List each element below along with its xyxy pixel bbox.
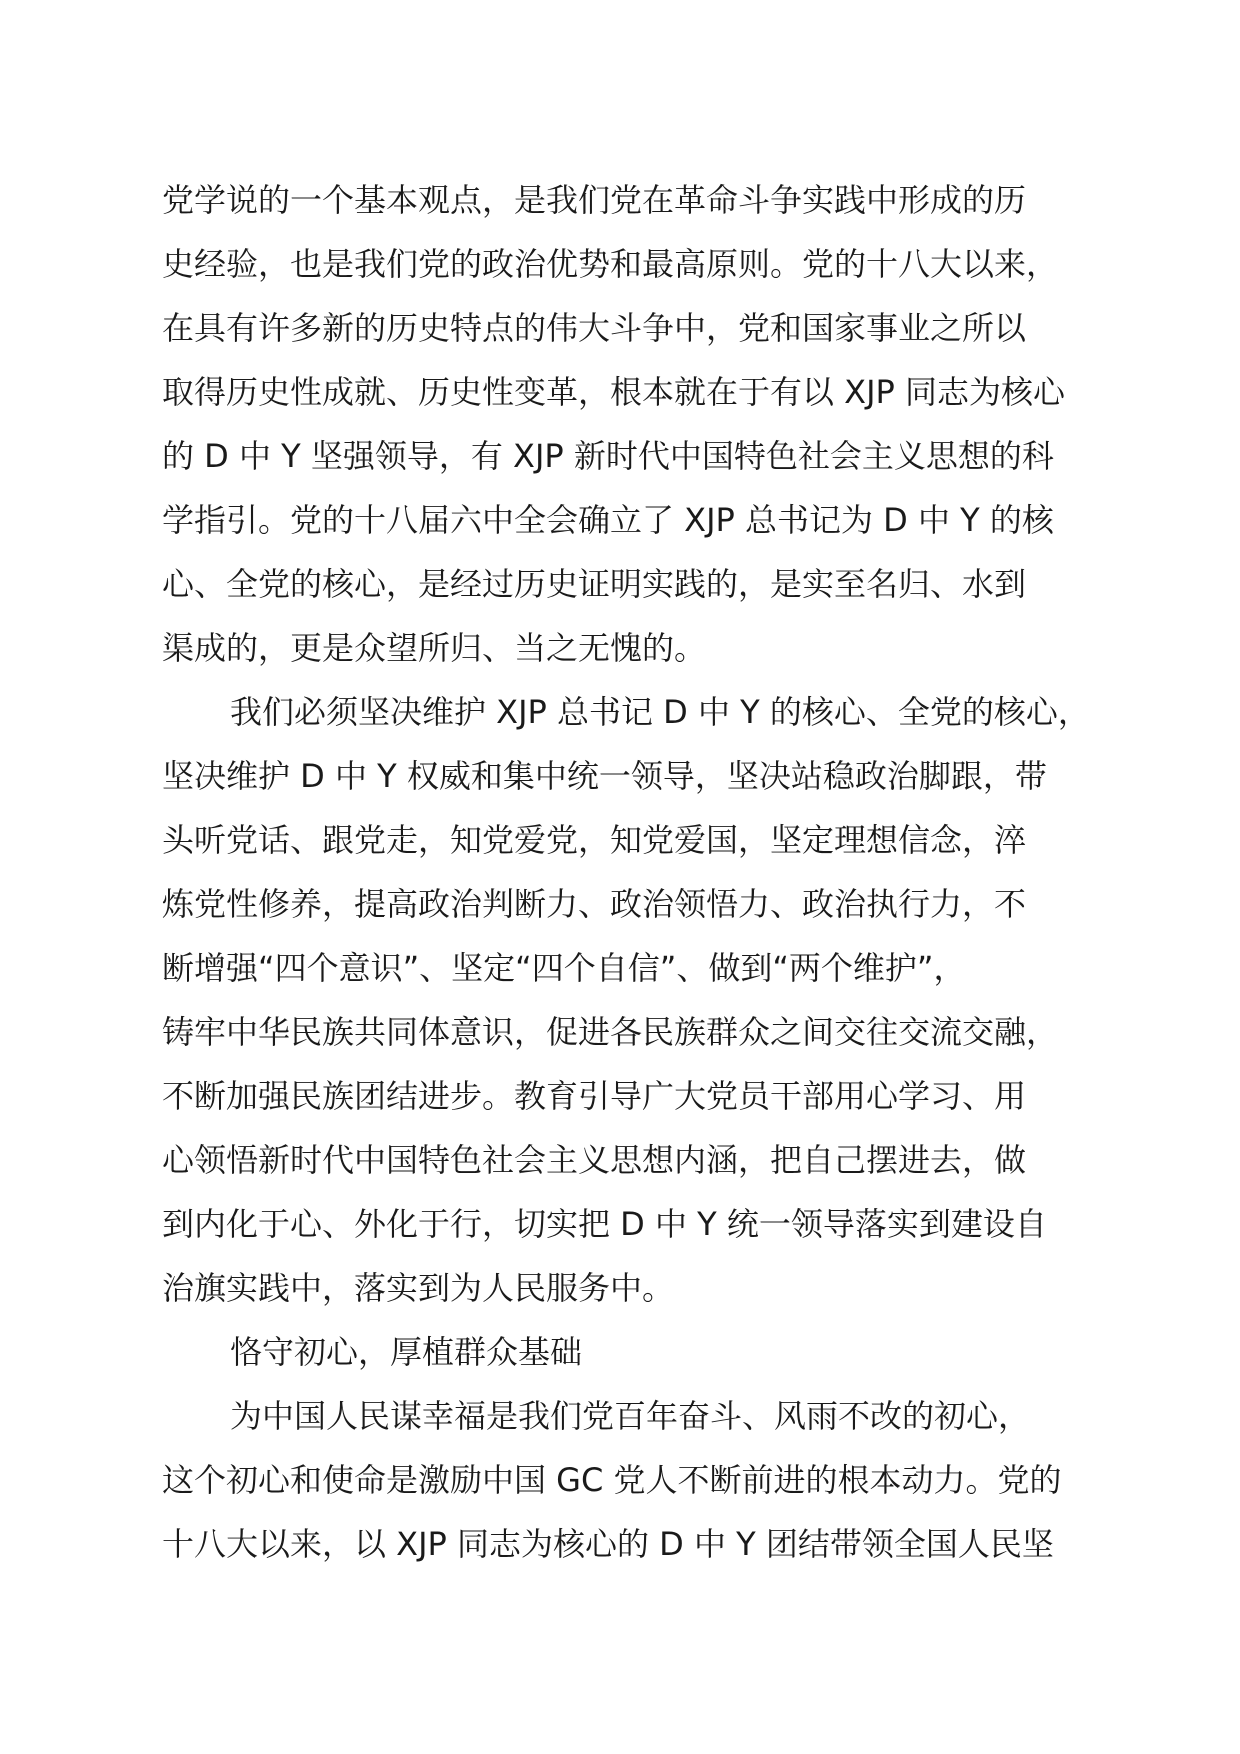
text-line: 渠成的，更是众望所归、当之无愧的。: [162, 629, 707, 667]
text-line: 到内化于心、外化于行，切实把 D 中 Y 统一领导落实到建设自: [162, 1205, 1047, 1243]
text-line: 在具有许多新的历史特点的伟大斗争中，党和国家事业之所以: [162, 309, 1027, 347]
text-line: 心、全党的核心，是经过历史证明实践的，是实至名归、水到: [162, 565, 1027, 603]
text-line: 坚决维护 D 中 Y 权威和集中统一领导，坚决站稳政治脚跟，带: [162, 757, 1047, 795]
text-line: 我们必须坚决维护 XJP 总书记 D 中 Y 的核心、全党的核心，: [230, 693, 1090, 731]
text-line: 心领悟新时代中国特色社会主义思想内涵，把自己摆进去，做: [162, 1141, 1027, 1179]
text-line: 的 D 中 Y 坚强领导，有 XJP 新时代中国特色社会主义思想的科: [162, 437, 1054, 475]
text-line: 这个初心和使命是激励中国 GC 党人不断前进的根本动力。党的: [162, 1461, 1062, 1499]
text-line: 为中国人民谋幸福是我们党百年奋斗、风雨不改的初心，: [230, 1397, 1031, 1435]
text-line: 治旗实践中，落实到为人民服务中。: [162, 1269, 675, 1307]
text-line: 史经验，也是我们党的政治优势和最高原则。党的十八大以来，: [162, 245, 1059, 283]
text-line: 铸牢中华民族共同体意识，促进各民族群众之间交往交流交融，: [162, 1013, 1059, 1051]
text-line: 十八大以来，以 XJP 同志为核心的 D 中 Y 团结带领全国人民坚: [162, 1525, 1054, 1563]
text-line: 炼党性修养，提高政治判断力、政治领悟力、政治执行力，不: [162, 885, 1027, 923]
text-line: 恪守初心，厚植群众基础: [230, 1333, 583, 1371]
text-line: 头听党话、跟党走，知党爱党，知党爱国，坚定理想信念，淬: [162, 821, 1027, 859]
text-line: 断增强“四个意识”、坚定“四个自信”、做到“两个维护”，: [162, 949, 966, 987]
document-body: [162, 168, 1102, 1576]
text-line: 党学说的一个基本观点，是我们党在革命斗争实践中形成的历: [162, 181, 1027, 219]
text-line: 学指引。党的十八届六中全会确立了 XJP 总书记为 D 中 Y 的核: [162, 501, 1054, 539]
text-line: 取得历史性成就、历史性变革，根本就在于有以 XJP 同志为核心: [162, 373, 1066, 411]
text-line: 不断加强民族团结进步。教育引导广大党员干部用心学习、用: [162, 1077, 1027, 1115]
